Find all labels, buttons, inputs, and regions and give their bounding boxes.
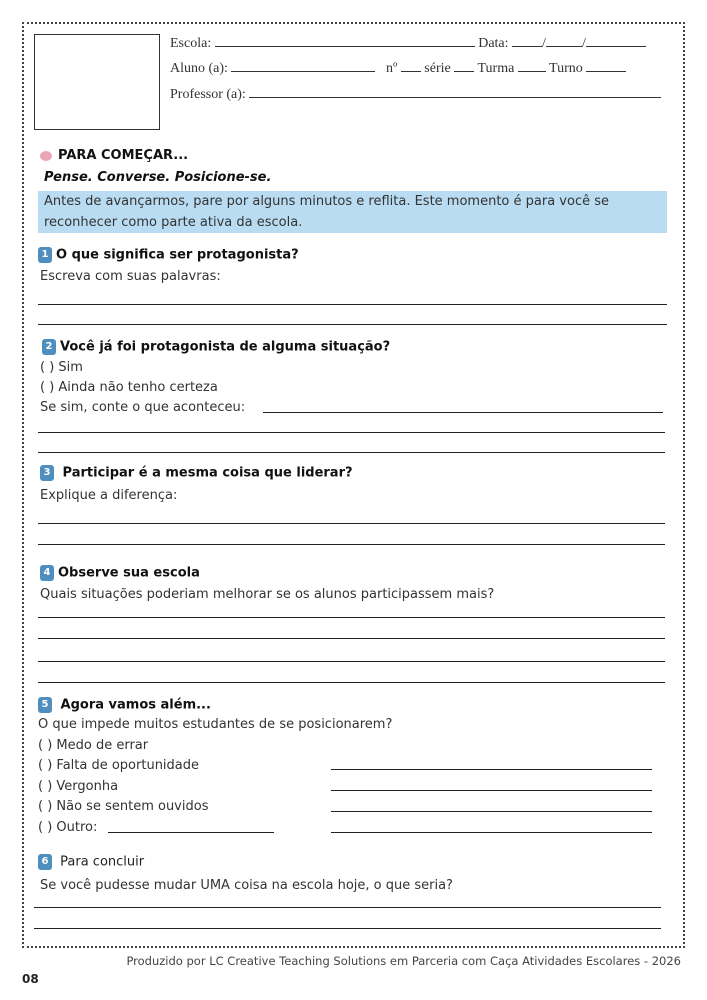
option-nao-tenho-certeza[interactable]: ( ) Ainda não tenho certeza	[40, 380, 218, 395]
question-5-title: 5 Agora vamos além...	[38, 697, 211, 713]
number-badge-icon: 6	[38, 854, 52, 870]
question-4-prompt: Quais situações poderiam melhorar se os alunos participassem mais?	[40, 587, 495, 602]
answer-line[interactable]	[38, 523, 665, 524]
answer-line[interactable]	[331, 790, 652, 791]
date-day-field[interactable]	[512, 34, 542, 47]
number-badge-icon: 1	[38, 247, 52, 263]
answer-line[interactable]	[331, 811, 652, 812]
question-1-title: 1 O que significa ser protagonista?	[38, 247, 299, 263]
professor-field[interactable]	[249, 85, 661, 98]
answer-line[interactable]	[331, 769, 652, 770]
answer-line[interactable]	[263, 412, 663, 413]
option-vergonha[interactable]: ( ) Vergonha	[38, 779, 119, 794]
escola-field[interactable]	[215, 34, 475, 47]
intro-title: PARA COMEÇAR...	[40, 148, 188, 163]
aluno-field[interactable]	[231, 59, 375, 72]
footer-credit: Produzido por LC Creative Teaching Solutions em Parceria com Caça Atividades Escolares - 2026	[126, 954, 681, 968]
question-5-prompt: O que impede muitos estudantes de se posicionarem?	[38, 717, 393, 732]
question-4-title: 4 Observe sua escola	[40, 565, 200, 581]
answer-line[interactable]	[34, 907, 661, 908]
number-badge-icon: 3	[40, 465, 54, 481]
question-6-prompt: Se você pudesse mudar UMA coisa na escola hoje, o que seria?	[40, 878, 453, 893]
photo-box	[34, 34, 160, 130]
question-1-prompt: Escreva com suas palavras:	[40, 269, 221, 284]
question-6-title: 6 Para concluir	[38, 854, 144, 870]
numero-field[interactable]	[401, 59, 421, 72]
date-year-field[interactable]	[586, 34, 646, 47]
option-nao-se-sentem-ouvidos[interactable]: ( ) Não se sentem ouvidos	[38, 799, 209, 814]
number-badge-icon: 2	[42, 339, 56, 355]
turma-field[interactable]	[518, 59, 546, 72]
answer-line[interactable]	[331, 832, 652, 833]
answer-line[interactable]	[34, 928, 661, 929]
answer-line[interactable]	[38, 682, 665, 683]
page-number: 08	[22, 972, 39, 986]
outro-field[interactable]	[108, 832, 274, 833]
question-2-title: 2 Você já foi protagonista de alguma situação?	[42, 339, 390, 355]
intro-note: Antes de avançarmos, pare por alguns minutos e reflita. Este momento é para você se reconhecer como parte ativa da escola.	[38, 191, 667, 233]
option-sim[interactable]: ( ) Sim	[40, 360, 83, 375]
option-medo-de-errar[interactable]: ( ) Medo de errar	[38, 738, 149, 753]
answer-line[interactable]	[38, 452, 665, 453]
header-row-professor: Professor (a):	[170, 85, 661, 103]
answer-line[interactable]	[38, 661, 665, 662]
option-falta-de-oportunidade[interactable]: ( ) Falta de oportunidade	[38, 758, 200, 773]
answer-line[interactable]	[38, 324, 667, 325]
answer-line[interactable]	[38, 304, 667, 305]
date-month-field[interactable]	[546, 34, 582, 47]
header-row-escola: Escola: Data: / /	[170, 34, 646, 52]
answer-line[interactable]	[38, 432, 665, 433]
question-2-prompt: Se sim, conte o que aconteceu:	[40, 400, 246, 415]
question-3-prompt: Explique a diferença:	[40, 488, 178, 503]
serie-field[interactable]	[454, 59, 474, 72]
question-3-title: 3 Participar é a mesma coisa que liderar?	[40, 465, 353, 481]
option-outro[interactable]: ( ) Outro:	[38, 820, 98, 835]
answer-line[interactable]	[38, 544, 665, 545]
brain-icon	[40, 151, 52, 161]
intro-subtitle: Pense. Converse. Posicione-se.	[44, 170, 272, 185]
answer-line[interactable]	[38, 638, 665, 639]
number-badge-icon: 4	[40, 565, 54, 581]
turno-field[interactable]	[586, 59, 626, 72]
answer-line[interactable]	[38, 617, 665, 618]
header-row-aluno: Aluno (a): nº série Turma Turno	[170, 59, 626, 77]
number-badge-icon: 5	[38, 697, 52, 713]
